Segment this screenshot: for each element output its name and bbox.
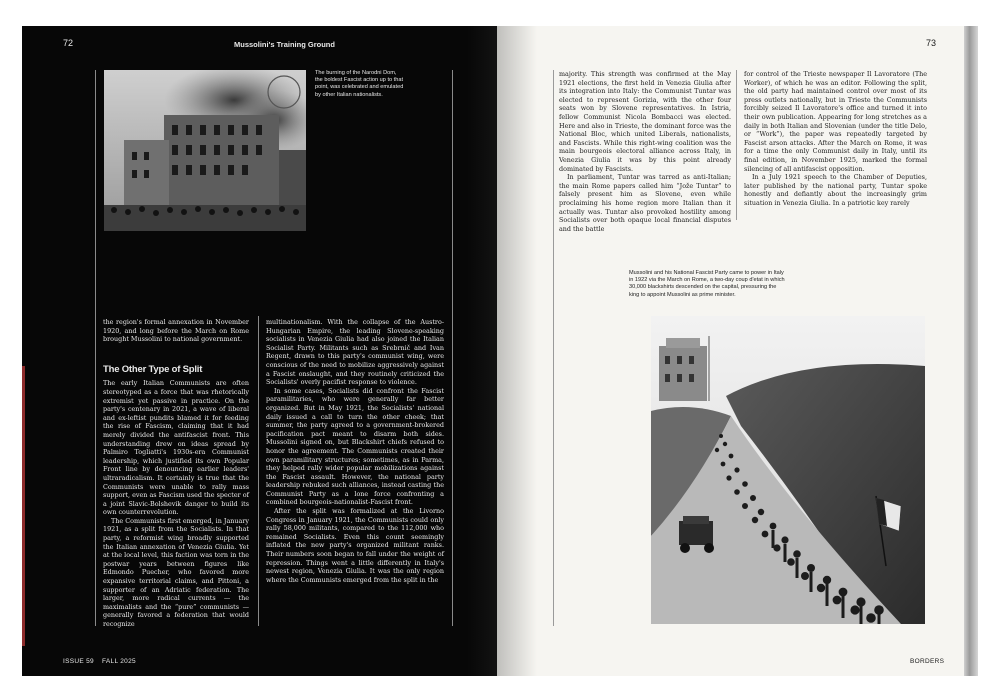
section-label: BORDERS (910, 658, 945, 665)
column-rule-right (452, 70, 453, 626)
paragraph: In parliament, Tuntar was tarred as anti-Italian; the main Rome papers called him “Jože Tuntar” to falsely present him as Slovene, even while proclaiming his home region more Italian than it actually was. Tuntar also provoked hostility among Socialists over both opaque local financial disputes and the battle (559, 173, 731, 233)
section-heading: The Other Type of Split (103, 363, 203, 375)
paragraph: for control of the Trieste newspaper Il Lavoratore (The Worker), of which he was an editor. Following the split, the old party had maintained control over most of its press outlets nationally, but in Trieste the Communists forcibly seized Il Lavoratore's office and turned it into their own publication. Appearing for long stretches as a daily in both Italian and Slovenian (under the title Delo, or “Work”), the paper was repeatedly targeted by Fascist arson attacks. After the March on Rome, it was for a time the only Communist daily in Italy, until its final edition, in November 1925, marked the formal silencing of all antifascist opposition. (744, 70, 927, 173)
running-head: Mussolini's Training Ground (234, 40, 335, 49)
page-edge-marker (22, 366, 25, 646)
right-column-1 (559, 70, 731, 233)
march-on-rome-photo (651, 316, 925, 624)
left-photo-caption: The burning of the Narodni Dom, the boldest Fascist action up to that point, was celebrated and emulated by other Italian nationalists. (315, 70, 404, 98)
issue-label: ISSUE 59 (63, 658, 94, 665)
left-page-number: 72 (63, 38, 74, 48)
narodni-dom-photo (104, 70, 306, 231)
page-edge-strip (964, 26, 978, 676)
left-column-1 (103, 318, 249, 629)
column-rule-middle (736, 70, 737, 220)
paragraph: The early Italian Communists are often stereotyped as a force that was rhetorically extremist yet passive in practice. On the party's centenary in 2021, a wave of liberal and ex-leftist pundits blamed it for feeding the rise of Fascism, claiming that it had merely divided the antifascist front. This understanding drew on ideas spread by Palmiro Togliatti's 1930s-era Communist leadership, which justified its own Popular Front line by denouncing earlier leaders' ultraradicalism. It certainly is true that the Communists were unable to rally mass support, even as Fascism used the specter of a joint Slavic-Bolshevik danger to build its own counterrevolution. (103, 379, 249, 517)
paragraph: After the split was formalized at the Livorno Congress in January 1921, the Communists could only rally 58,000 militants, compared to the 112,000 who remained Socialists. Even this count seemingly inflated the new party's organized militant ranks. Their numbers soon began to fall under the weight of repression. Things went a little differently in Italy's newest region, Venezia Giulia. It was the only region where the Communists emerged from the split in the (266, 507, 444, 584)
column-rule-left (95, 70, 96, 626)
season-label: FALL 2025 (102, 658, 136, 665)
paragraph: multinationalism. With the collapse of the Austro-Hungarian Empire, the leading Slovene-speaking socialists in Venezia Giulia had also joined the Italian Socialist Party. Militants such as Srebrnič and Ivan Regent, drawn to this party's communist wing, were conscious of the need to mobilize aggressively against a Fascist onslaught, and they routinely criticized the Socialists' overly pacifist response to violence. (266, 318, 444, 387)
paragraph: In some cases, Socialists did confront the Fascist paramilitaries, who were generally far better organized. But in May 1921, the Socialists' national daily issued a call to turn the other cheek; that summer, the party agreed to a government-brokered pacification pact meant to disarm both sides. Mussolini signed on, but Blackshirt chiefs refused to honor the agreement. The Communists created their own paramilitary structures; sometimes, as in Parma, they helped rally wider popular mobilizations against the Fascist assault. However, the national party leadership rebuked such alliances, instead casting the Communist Party as a lone force confronting a combined bourgeois-nationalist-Fascist front. (266, 386, 444, 507)
right-page (497, 26, 978, 676)
left-column-2 (266, 318, 444, 584)
left-page (22, 26, 497, 676)
right-photo-caption: Mussolini and his National Fascist Party came to power in Italy in 1922 via the March on Rome, a two-day coup d'etat in which 30,000 blackshirts descended on the capital, pressuring the king to appoint Mussolini as prime minister. (629, 270, 785, 298)
column-rule-left (553, 70, 554, 626)
paragraph: majority. This strength was confirmed at the May 1921 elections, the first held in Venezia Giulia after its integration into Italy: the Communist Tuntar was elected to represent Gorizia, with the other four seats won by Slovene representatives. In Istria, fellow Communist Nicola Bombacci was elected. Here and also in Trieste, the dominant force was the National Bloc, which united Liberals, nationalists, and Fascists. While this right-wing coalition was the main bourgeois electoral alliance across Italy, in Venezia Giulia it was by this point already dominated by Fascists. (559, 70, 731, 173)
right-page-number: 73 (926, 38, 937, 48)
right-column-2 (744, 70, 927, 208)
paragraph: In a July 1921 speech to the Chamber of Deputies, later published by the national party, Tuntar spoke honestly and defiantly about the increasingly grim situation in Venezia Giulia. In a patriotic key rarely (744, 173, 927, 207)
paragraph: the region's formal annexation in November 1920, and long before the March on Rome brought Mussolini to national government. (103, 318, 249, 344)
paragraph: The Communists first emerged, in January 1921, as a split from the Socialists. In that party, a reformist wing broadly supported the Italian annexation of Venezia Giulia. Yet at the local level, this faction was torn in the postwar years between figures like Edmondo Puecher, who favored more expansive territorial claims, and Pittoni, a supporter of an Adriatic federation. The larger, more radical currents — the maximalists and the “pure” communists — generally favored a federation that would recognize (103, 516, 249, 628)
column-rule-middle (258, 316, 259, 626)
magazine-spread (22, 26, 978, 676)
